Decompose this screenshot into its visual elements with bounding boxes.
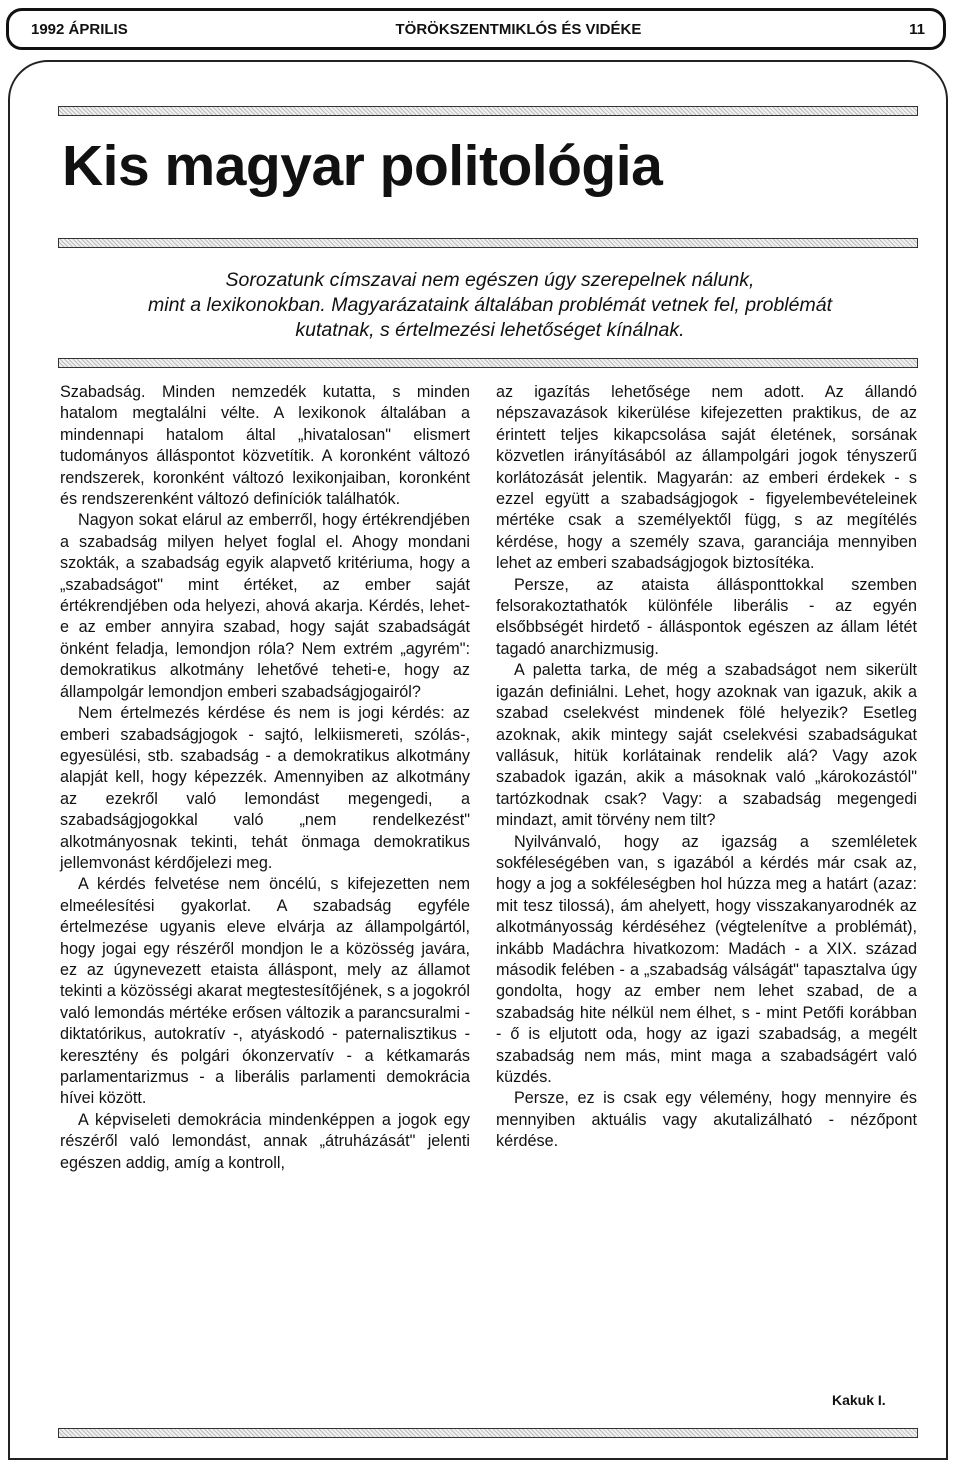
page-header xyxy=(6,8,946,50)
author-byline: Kakuk I. xyxy=(832,1392,886,1408)
right-column xyxy=(496,382,917,1153)
paragraph: Nem értelmezés kérdése és nem is jogi kérdés: az emberi szabadságjogok - sajtó, lelkiismereti, szólás-, egyesülési, stb. szabadság - a demokratikus alkotmány alapját kell, hogy képezzék. Amennyiben az alkotmány az ezekről való lemondást megengedi, a szabadságjogokkal való „nem rendelkezést" alkotmányosnak tekinti, tehát önmaga demokratikus jellemvonást kérdőjelezi meg. xyxy=(60,704,470,872)
top-decorative-band xyxy=(58,106,918,116)
issue-date: 1992 ÁPRILIS xyxy=(31,20,128,38)
paragraph: A kérdés felvetése nem öncélú, s kifejezetten nem elmeélesítési gyakorlat. A szabadság egyféle értelmezése ugyanis eleve elvárja az állampolgártól, hogy jogai egy részéről mondjon le a közösség javára, ez az úgynevezett etaista álláspont, mely az államot tekinti a közösségi akarat megtestesítőjének, s a jogokról való lemondás mértéke erősen változik a parancsuralmi - diktatórikus, autokratív -, atyáskodó - paternalisztikus - keresztény és polgári ókonzervatív - a kétkamarás parlamentarizmus - a liberális parlamenti demokrácia hívei között. xyxy=(60,875,470,1108)
page-number: 11 xyxy=(909,20,925,38)
intro-line: Sorozatunk címszavai nem egészen úgy szerepelnek nálunk, xyxy=(225,269,755,291)
paragraph: A paletta tarka, de még a szabadságot nem sikerült igazán definiálni. Lehet, hogy azoknak van igazuk, akik a szabad cselekvést mindenek fölé helyezik? Esetleg azoknak, akik mintegy saját cselekvési szabadságukat vallásuk, hitük korlátainak rendelik alá? Vagy azok szabadok igazán, akik a másoknak való „károkozástól" tartózkodnak csak? Vagy: a szabadság megengedi mindazt, amit törvény nem tilt? xyxy=(496,661,917,830)
intro-divider-band xyxy=(58,358,918,368)
intro-line: kutatnak, s értelmezési lehetőséget kínálnak. xyxy=(295,319,685,341)
paragraph: A képviseleti demokrácia mindenképpen a jogok egy részéről való lemondást, annak „átruházását" jelenti egészen addig, amíg a kontroll, xyxy=(60,1110,470,1172)
article-intro xyxy=(60,268,920,343)
paragraph: Nyilvánvaló, hogy az igazság a szemléletek sokféleségében van, s igazából a kérdés már csak az, hogy a jog a sokféleségben hol húzza meg a határt (azaz: mit tesz tilossá), ám ahelyett, hogy visszakanyarodnék az alkotmányosság kérdéséhez (végtelenítve a problémát), inkább Madáchra hivatkozom: Madách - a XIX. század második felében - a „szabadság válságát" tapasztalva úgy gondolta, hogy az ember nem lehet szabad, de a szabadság hite nélkül nem élhet, s - mint Petőfi korábban - ő is eljutott oda, hogy az igazi szabadság, a megélt szabadság nem más, mint maga a szabadságért való küzdés. xyxy=(496,832,917,1086)
paragraph: Persze, ez is csak egy vélemény, hogy mennyire és mennyiben aktuális vagy akutalizálható - nézőpont kérdése. xyxy=(496,1089,917,1151)
left-column xyxy=(60,382,470,1174)
paragraph: Nagyon sokat elárul az emberről, hogy értékrendjében a szabadság milyen helyet foglal el. Ahogy mondani szokták, a szabadság egyik alapvető kritériuma, hogy a „szabadságot" mint értéket, az ember saját értékrendjében oda helyezi, ahová akarja. Kérdés, lehet-e az ember annyira szabad, hogy saját szabadságát önként feladja, lemondjon róla? Nem extrém „agyrém": demokratikus alkotmány lehetővé teheti-e, hogy az állampolgár lemondjon emberi szabadságjogairól? xyxy=(60,511,470,701)
paragraph: Szabadság. Minden nemzedék kutatta, s minden hatalom megtalálni vélte. A lexikonok általában a mindennapi hatalom által „hivatalosan" elismert tudományos álláspontot közvetítik. A koronként változó rendszerek, koronként változó lexikonjaiban, koronként és rendszerenként változó definíciók találhatók. xyxy=(60,383,470,509)
intro-line: mint a lexikonokban. Magyarázataink általában problémát vetnek fel, problémát xyxy=(148,294,832,316)
bottom-decorative-band xyxy=(58,1428,918,1438)
title-underline-band xyxy=(58,238,918,248)
publication-name: TÖRÖKSZENTMIKLÓS ÉS VIDÉKE xyxy=(395,20,642,38)
paragraph: az igazítás lehetősége nem adott. Az állandó népszavazások kikerülése kifejezetten praktikus, de az érintett teljes kikapcsolása saját életének, sorsának közvetlen irányításából az állampolgári jogok tényszerű korlátozását jelentik. Magyarán: az emberi érdekek - s ezzel együtt a szabadságjogok - figyelembevételeinek mértéke csak a személyektől függ, s az megítélés kérdése, hogy a személy szava, garanciája mennyiben lehet az emberi szabadságjogok biztosítéka. xyxy=(496,383,917,573)
article-title: Kis magyar politológia xyxy=(62,134,663,198)
paragraph: Persze, az ataista állásponttokkal szemben felsorakoztathatók különféle liberális - az egyén elsőbbségét hirdető - álláspontok egészen az állam létét tagadó anarchizmusig. xyxy=(496,575,917,658)
